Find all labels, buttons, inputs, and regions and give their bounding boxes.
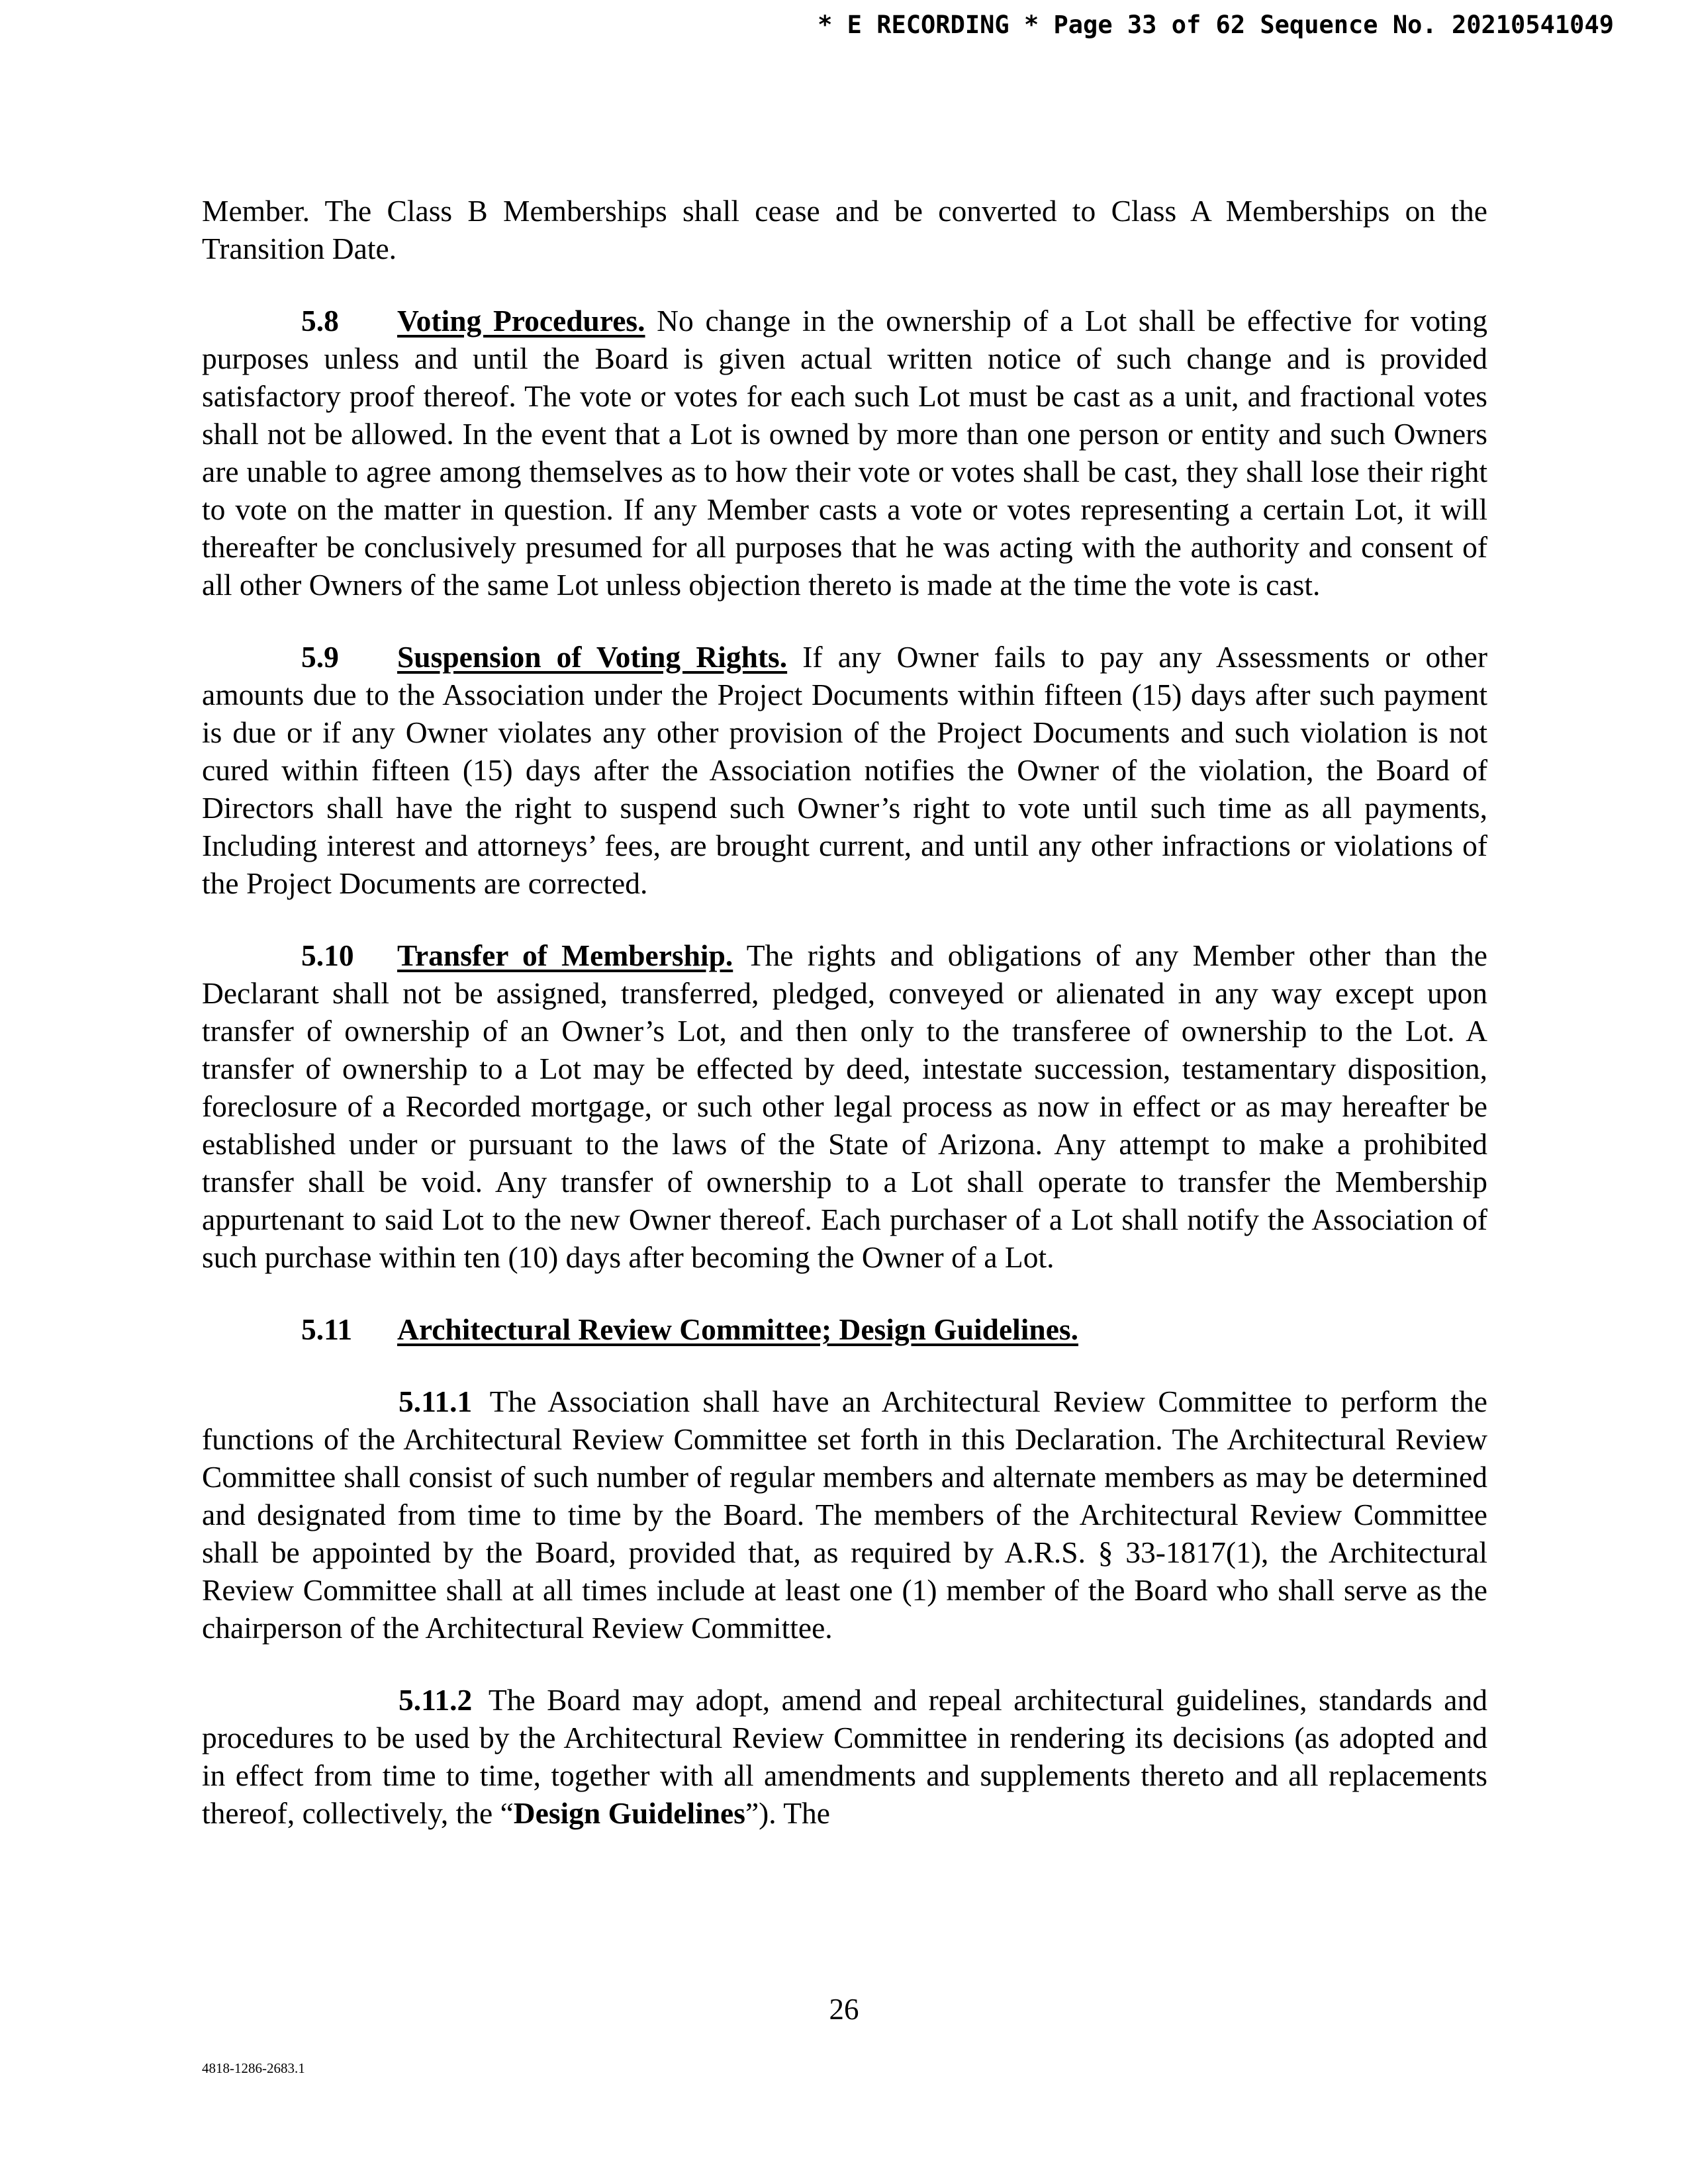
section-5-8-text: No change in the ownership of a Lot shall be effective for voting purposes unless and until the Board is given actual written notice of such change and is provided satisfactory proof thereof. The vote or votes for each such Lot must be cast as a unit, and fractional votes shall not be allowed. In the event that a Lot is owned by more than one person or entity and such Owners are unable to agree among themselves as to how their vote or votes shall be cast, they shall lose their right to vote on the matter in question. If any Member casts a vote or votes representing a certain Lot, it will thereafter be conclusively presumed for all purposes that he was acting with the authority and consent of all other Owners of the same Lot unless objection thereto is made at the time the vote is cast.	[202, 304, 1487, 602]
section-5-11-title: Architectural Review Committee; Design Guidelines.	[397, 1312, 1079, 1346]
document-id: 4818-1286-2683.1	[202, 2060, 305, 2076]
section-5-11-2-text: The Board may adopt, amend and repeal architectural guidelines, standards and procedures to be used by the Architectural Review Committee in rendering its decisions (as adopted and in effect from time to time, together with all amendments and supplements thereto and all replacements thereof, collectively, the “	[202, 1683, 1487, 1830]
section-5-11-1-number: 5.11.1	[399, 1385, 473, 1418]
section-5-8	[202, 302, 1487, 604]
section-5-11-number: 5.11	[301, 1312, 353, 1346]
section-5-9-number: 5.9	[301, 640, 339, 674]
section-5-11-1-text: The Association shall have an Architectural Review Committee to perform the functions of the Architectural Review Committee set forth in this Declaration. The Architectural Review Committee shall consist of such number of regular members and alternate members as may be determined and designated from time to time by the Board. The members of the Architectural Review Committee shall be appointed by the Board, provided that, as required by A.R.S. § 33-1817(1), the Architectural Review Committee shall at all times include at least one (1) member of the Board who shall serve as the chairperson of the Architectural Review Committee.	[202, 1385, 1487, 1645]
section-5-11-2-number: 5.11.2	[399, 1683, 473, 1717]
design-guidelines-term: Design Guidelines	[513, 1796, 745, 1830]
section-5-11-2-text-end: ”). The	[745, 1796, 830, 1830]
section-5-10-text: The rights and obligations of any Member other than the Declarant shall not be assigned, transferred, pledged, conveyed or alienated in any way except upon transfer of ownership of an Owner’s Lot, and then only to the transferee of ownership to the Lot. A transfer of ownership to a Lot may be effected by deed, intestate succession, testamentary disposition, foreclosure of a Recorded mortgage, or such other legal process as now in effect or as may hereafter be established under or pursuant to the laws of the State of Arizona. Any attempt to make a prohibited transfer shall be void. Any transfer of ownership to a Lot shall operate to transfer the Membership appurtenant to said Lot to the new Owner thereof. Each purchaser of a Lot shall notify the Association of such purchase within ten (10) days after becoming the Owner of a Lot.	[202, 938, 1487, 1274]
recording-header: * E RECORDING * Page 33 of 62 Sequence No. 20210541049	[818, 11, 1614, 39]
section-5-8-title: Voting Procedures.	[397, 304, 645, 338]
section-5-9-title: Suspension of Voting Rights.	[397, 640, 788, 674]
section-5-9	[202, 638, 1487, 902]
section-5-10-number: 5.10	[301, 938, 354, 972]
page-number: 26	[829, 1993, 859, 2026]
section-5-10	[202, 936, 1487, 1276]
section-5-11-2	[202, 1681, 1487, 1832]
section-5-10-title: Transfer of Membership.	[397, 938, 733, 972]
section-5-8-number: 5.8	[301, 304, 339, 338]
section-5-11-1	[202, 1383, 1487, 1647]
section-5-9-text: If any Owner fails to pay any Assessments or other amounts due to the Association under the Project Documents within fifteen (15) days after such payment is due or if any Owner violates any other provision of the Project Documents and such violation is not cured within fifteen (15) days after the Association notifies the Owner of the violation, the Board of Directors shall have the right to suspend such Owner’s right to vote until such time as all payments, Including interest and attorneys’ fees, are brought current, and until any other infractions or violations of the Project Documents are corrected.	[202, 640, 1487, 900]
page-body	[202, 192, 1487, 1832]
intro-paragraph: Member. The Class B Memberships shall cease and be converted to Class A Memberships on the Transition Date.	[202, 194, 1487, 265]
section-5-11-heading	[202, 1310, 1487, 1348]
